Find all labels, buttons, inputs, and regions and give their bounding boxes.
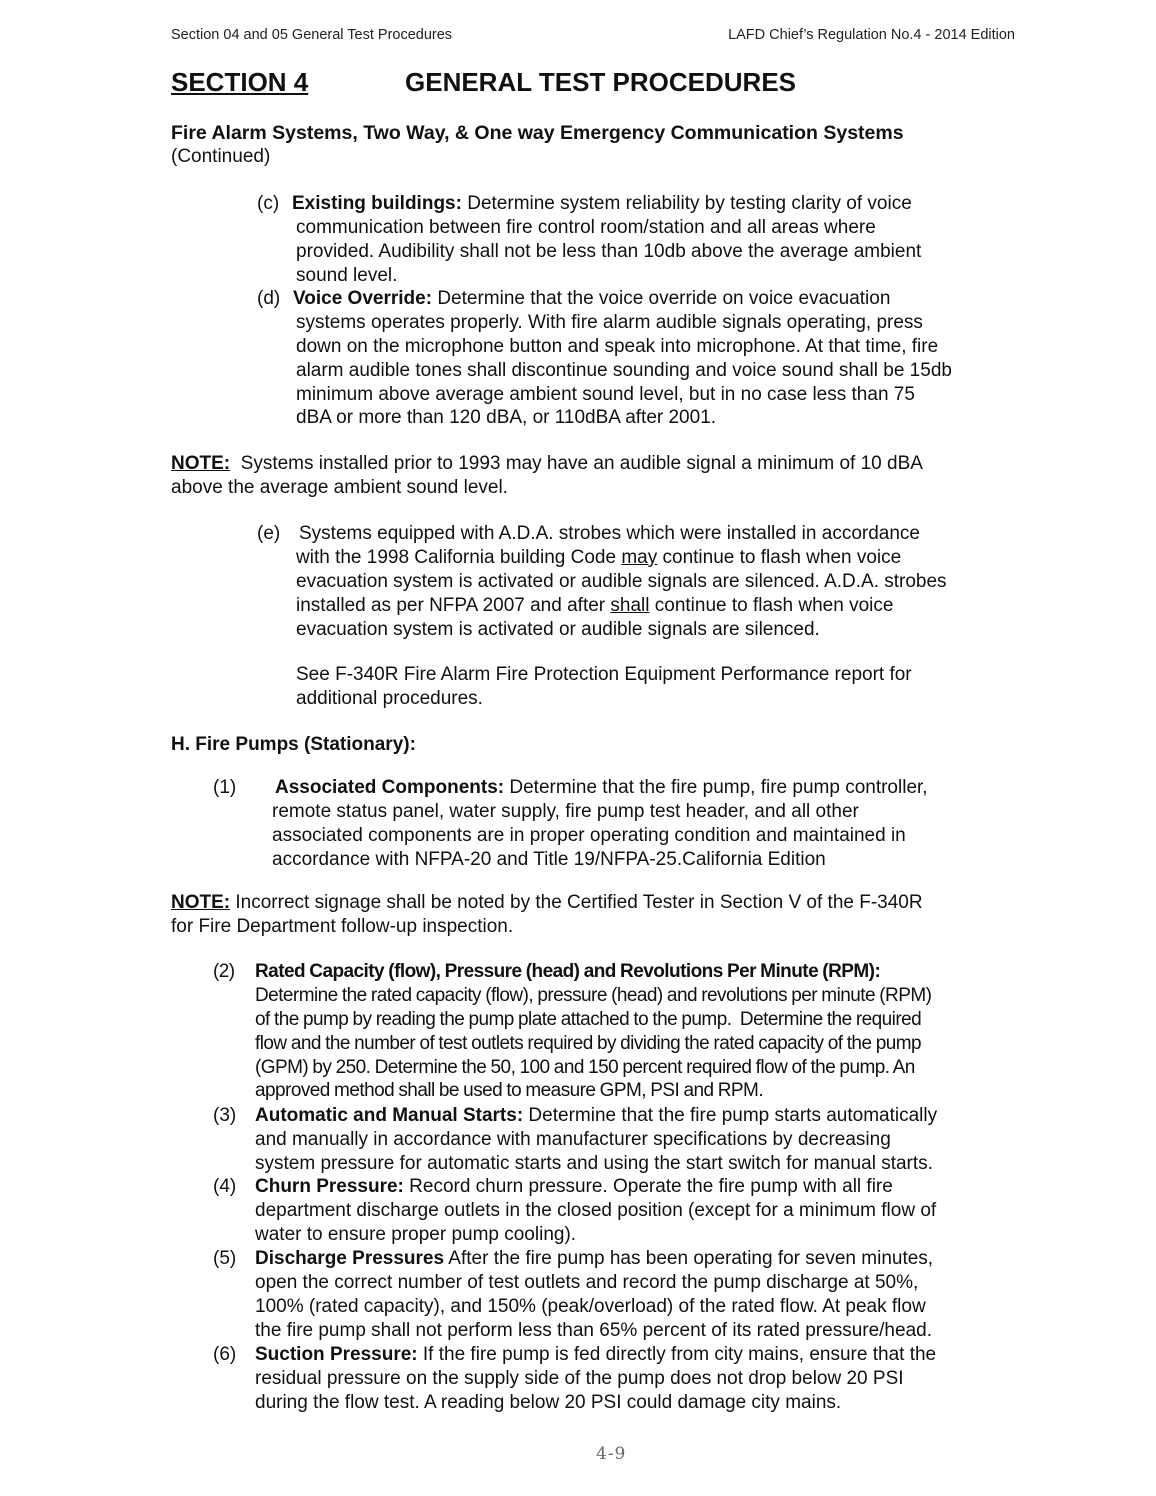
text-line <box>255 1056 931 1080</box>
text-line <box>255 1343 936 1367</box>
text-line <box>255 1199 936 1223</box>
text-line <box>299 522 947 546</box>
bold-label: Discharge Pressures <box>255 1248 445 1269</box>
text-run: and manually in accordance with manufacturer specifications by decreasing <box>255 1128 891 1150</box>
text-run: during the flow test. A reading below 20 PSI could damage city mains. <box>255 1391 842 1413</box>
item-5-discharge-pressures <box>213 1247 934 1343</box>
text-line <box>296 264 921 288</box>
text-line <box>292 192 921 216</box>
text-run: continue to flash when voice <box>657 546 902 568</box>
text-run: See F-340R Fire Alarm Fire Protection Equipment Performance report for <box>296 664 912 685</box>
text-run: down on the microphone button and speak into microphone. At that time, fire <box>296 335 939 357</box>
item-c-existing-buildings <box>257 192 922 288</box>
subheading-continued: (Continued) <box>171 146 271 167</box>
text-run: provided. Audibility shall not be less than 10db above the average ambient <box>296 240 922 262</box>
text-run: Determine that the fire pump, fire pump controller, <box>504 777 928 798</box>
text-run: Systems installed prior to 1993 may have an audible signal a minimum of 10 dBA <box>230 453 923 474</box>
text-run: system pressure for automatic starts and using the start switch for manual starts. <box>255 1152 933 1174</box>
item-number: (2) <box>213 961 235 982</box>
text-line <box>255 1008 931 1032</box>
text-run: water to ensure proper pump cooling). <box>255 1223 577 1245</box>
text-line <box>255 1152 937 1176</box>
text-run: Systems equipped with A.D.A. strobes which were installed in accordance <box>299 523 920 544</box>
note-audible-signal <box>171 452 923 500</box>
text-line <box>296 546 947 570</box>
text-run: minimum above average ambient sound level, but in no case less than 75 <box>296 383 915 405</box>
text-run: department discharge outlets in the closed position (except for a minimum flow of <box>255 1199 937 1221</box>
bold-label: Existing buildings: <box>292 193 462 214</box>
text-run: dBA or more than 120 dBA, or 110dBA after 2001. <box>296 407 717 429</box>
text-line <box>171 891 923 915</box>
text-run: Record churn pressure. Operate the fire pump with all fire <box>403 1176 893 1197</box>
text-line <box>296 687 912 711</box>
text-run: After the fire pump has been operating for seven minutes, <box>444 1248 934 1269</box>
text-line <box>255 1079 931 1103</box>
text-line <box>255 1104 937 1128</box>
text-run: approved method shall be used to measure GPM, PSI and RPM. <box>255 1080 764 1102</box>
item-number: (5) <box>213 1248 237 1269</box>
text-line <box>255 1175 936 1199</box>
text-run: flow and the number of test outlets required by dividing the rated capacity of the pump <box>255 1032 922 1054</box>
item-number: (c) <box>257 193 280 214</box>
text-run: remote status panel, water supply, fire pump test header, and all other <box>272 800 859 822</box>
text-line <box>255 1271 933 1295</box>
bold-label: Associated Components: <box>275 777 505 798</box>
text-run: evacuation system is activated or audible signals are silenced. A.D.A. strobes <box>296 570 947 592</box>
bold-label: Suction Pressure: <box>255 1344 418 1365</box>
text-line <box>296 594 947 618</box>
text-line <box>255 1223 936 1247</box>
text-line <box>272 800 928 824</box>
text-line <box>255 1247 933 1271</box>
text-line <box>255 1295 933 1319</box>
text-run: alarm audible tones shall discontinue sounding and voice sound shall be 15db <box>296 359 952 381</box>
text-run: If the fire pump is fed directly from city mains, ensure that the <box>417 1344 937 1365</box>
text-run: (GPM) by 250. Determine the 50, 100 and 150 percent required flow of the pump. An <box>255 1056 915 1078</box>
text-run: open the correct number of test outlets and record the pump discharge at 50%, <box>255 1271 919 1293</box>
text-run: 100% (rated capacity), and 150% (peak/overload) of the rated flow. At peak flow <box>255 1295 926 1317</box>
note-incorrect-signage <box>171 891 923 939</box>
text-line <box>296 216 921 240</box>
text-line <box>275 776 928 800</box>
item-number: (3) <box>213 1105 237 1126</box>
text-run: residual pressure on the supply side of the pump does not drop below 20 PSI <box>255 1367 904 1389</box>
text-run: Determine system reliability by testing clarity of voice <box>461 193 912 214</box>
text-line <box>171 915 923 939</box>
page-title: GENERAL TEST PROCEDURES <box>405 67 797 97</box>
text-run: communication between fire control room/station and all areas where <box>296 216 876 238</box>
text-line <box>296 663 912 687</box>
text-line <box>296 570 947 594</box>
item-number: (6) <box>213 1344 237 1365</box>
text-line <box>255 1391 936 1415</box>
item-3-automatic-manual-starts <box>213 1104 938 1176</box>
bold-label: Automatic and Manual Starts: <box>255 1105 524 1126</box>
text-line <box>255 1319 933 1343</box>
text-run: Incorrect signage shall be noted by the Certified Tester in Section V of the F-340R <box>230 892 923 913</box>
item-1-associated-components <box>213 776 928 872</box>
text-line <box>296 335 952 359</box>
text-run: accordance with NFPA-20 and Title 19/NFPA-25.California Edition <box>272 848 826 870</box>
text-run: continue to flash when voice <box>649 594 894 616</box>
text-run: for Fire Department follow-up inspection. <box>171 915 514 937</box>
text-line <box>296 406 952 430</box>
text-run: with the 1998 California building Code <box>296 546 622 568</box>
text-line <box>255 984 931 1008</box>
item-e-ada-strobes <box>257 522 947 641</box>
running-header-left: Section 04 and 05 General Test Procedures <box>171 27 453 43</box>
text-run: sound level. <box>296 264 398 286</box>
text-run: installed as per NFPA 2007 and after <box>296 594 611 616</box>
item-number: (e) <box>257 523 281 544</box>
text-line <box>255 960 931 984</box>
text-line <box>296 240 921 264</box>
text-line <box>272 824 928 848</box>
section-number: SECTION 4 <box>171 67 309 97</box>
item-number: (d) <box>257 288 281 309</box>
text-run: additional procedures. <box>296 687 483 709</box>
text-run: above the average ambient sound level. <box>171 476 508 498</box>
item-2-rated-capacity <box>213 960 932 1103</box>
text-run: of the pump by reading the pump plate attached to the pump. Determine the required <box>255 1008 922 1030</box>
text-line <box>293 287 952 311</box>
item-number: (4) <box>213 1176 237 1197</box>
text-line <box>296 383 952 407</box>
page-number: 4-9 <box>596 1444 627 1464</box>
bold-label: H. Fire Pumps (Stationary): <box>171 734 416 755</box>
text-line <box>171 452 923 476</box>
emphasized-text: shall <box>610 594 650 616</box>
text-line <box>171 733 416 757</box>
text-line <box>255 1032 931 1056</box>
text-run: Determine that the voice override on voice evacuation <box>432 288 891 309</box>
item-4-churn-pressure <box>213 1175 937 1247</box>
item-number: (1) <box>213 777 237 798</box>
text-run: systems operates properly. With fire alarm audible signals operating, press <box>296 311 923 333</box>
bold-label: NOTE: <box>171 892 231 913</box>
running-header-right: LAFD Chief’s Regulation No.4 - 2014 Edition <box>728 27 1015 43</box>
bold-label: NOTE: <box>171 453 231 474</box>
text-run: evacuation system is activated or audible signals are silenced. <box>296 618 820 640</box>
subheading: Fire Alarm Systems, Two Way, & One way Emergency Communication Systems <box>171 122 904 144</box>
text-run: Determine the rated capacity (flow), pressure (head) and revolutions per minute (RPM) <box>255 984 932 1006</box>
item-d-voice-override <box>257 287 952 430</box>
text-line <box>272 848 928 872</box>
text-line <box>255 1367 936 1391</box>
item-6-suction-pressure <box>213 1343 937 1415</box>
bold-label: Churn Pressure: <box>255 1176 404 1197</box>
text-line <box>296 311 952 335</box>
text-line <box>171 476 923 500</box>
text-run: Determine that the fire pump starts automatically <box>523 1105 938 1126</box>
bold-label: Voice Override: <box>293 288 433 309</box>
text-run: associated components are in proper operating condition and maintained in <box>272 824 906 846</box>
text-run: the fire pump shall not perform less than 65% percent of its rated pressure/head. <box>255 1319 932 1341</box>
text-line <box>255 1128 937 1152</box>
see-f340r-reference <box>296 663 912 711</box>
text-line <box>296 359 952 383</box>
emphasized-text: may <box>621 546 658 568</box>
bold-label: Rated Capacity (flow), Pressure (head) and Revolutions Per Minute (RPM): <box>255 961 881 982</box>
text-line <box>296 618 947 642</box>
section-h-heading <box>171 733 416 757</box>
